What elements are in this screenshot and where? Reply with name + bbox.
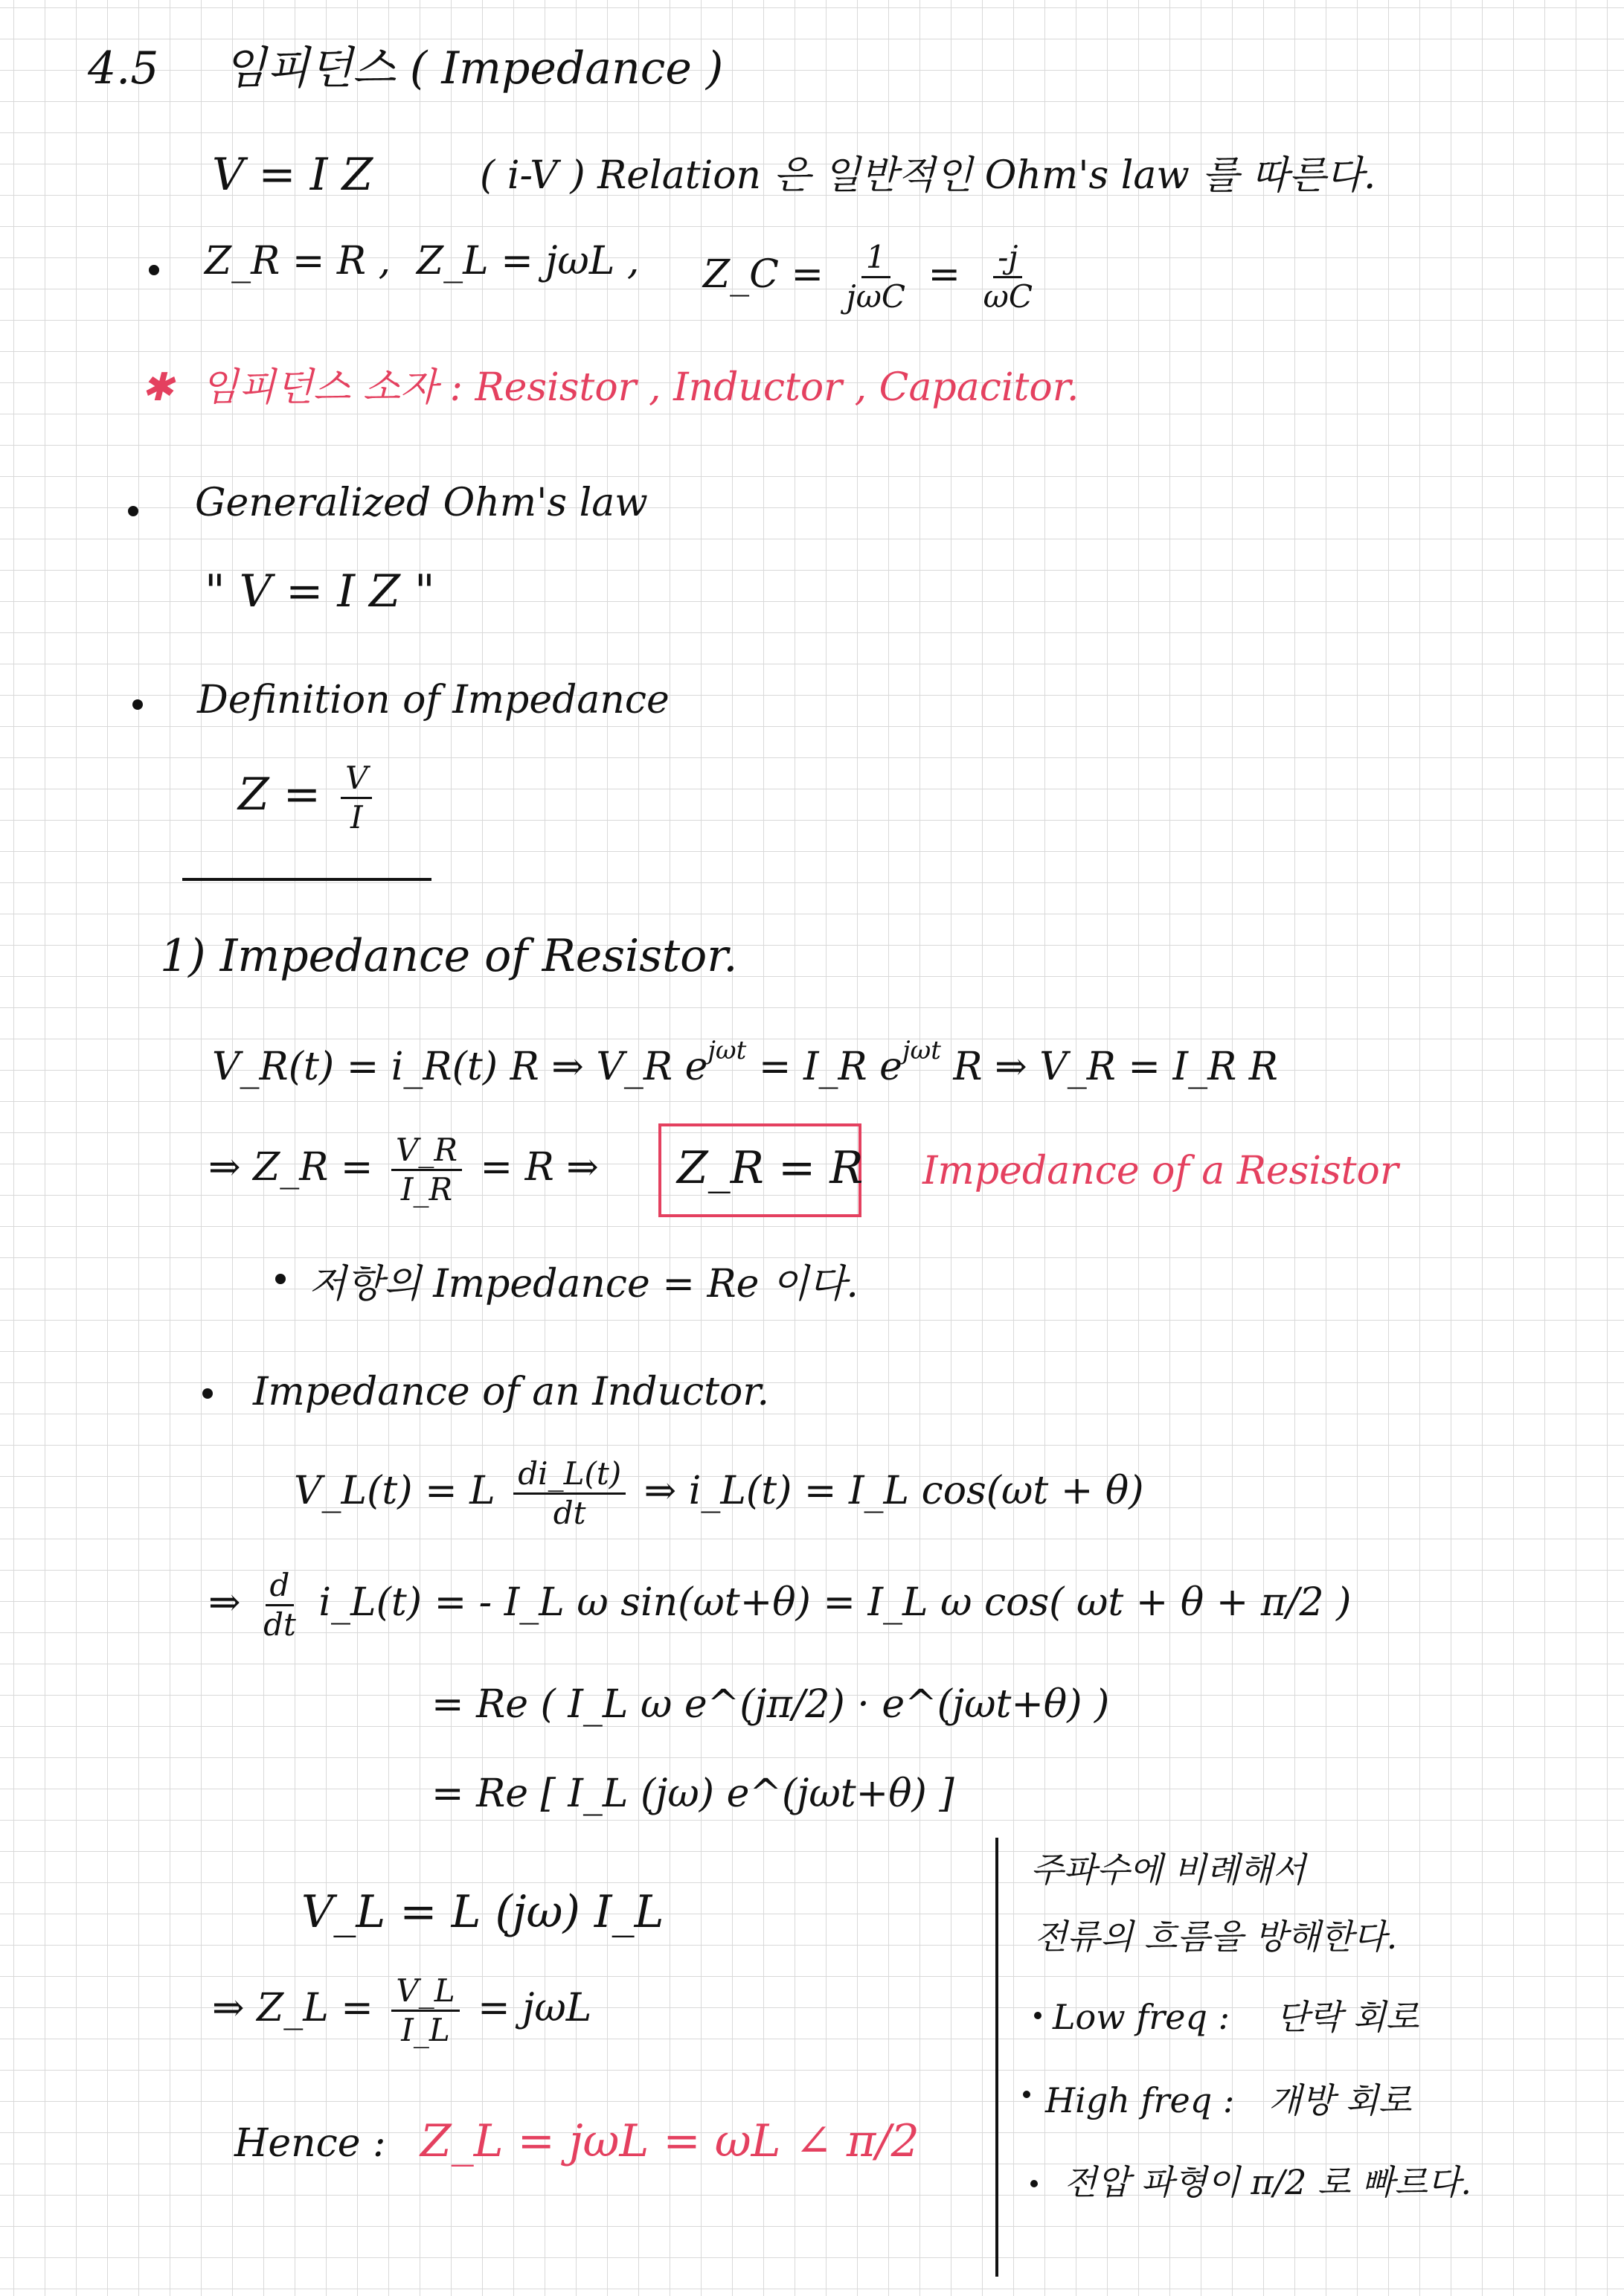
high-freq-label: High freq : bbox=[1045, 2080, 1235, 2120]
section-number: 4.5 bbox=[88, 42, 159, 94]
inductor-line-4: = Re [ I_L (jω) e^(jωt+θ) ] bbox=[431, 1771, 954, 1816]
zc-formula bbox=[703, 239, 1043, 315]
side-note-line-1: 주파수에 비례해서 bbox=[1030, 1850, 1306, 1890]
divider bbox=[182, 878, 431, 881]
bullet-dot bbox=[132, 699, 143, 710]
side-note-line-2: 전류의 흐름을 방해한다. bbox=[1034, 1917, 1398, 1957]
generalized-heading: Generalized Ohm's law bbox=[195, 481, 648, 525]
inductor-line-1 bbox=[294, 1455, 1144, 1531]
inductor-line-1a: V_L(t) = L bbox=[294, 1469, 495, 1513]
star-icon: ✱ bbox=[141, 365, 174, 410]
resistor-fraction bbox=[391, 1132, 462, 1208]
side-divider bbox=[995, 1838, 998, 2277]
definition-heading: Definition of Impedance bbox=[197, 678, 670, 722]
resistor-red-note: Impedance of a Resistor bbox=[922, 1149, 1399, 1193]
inductor-line-6b: = jωL bbox=[478, 1986, 592, 2030]
definition-lhs: Z = bbox=[238, 769, 321, 821]
inductor-line-5: V_L = L (jω) I_L bbox=[301, 1886, 664, 1938]
inductor-line-6a: ⇒ Z_L = bbox=[212, 1986, 373, 2030]
vi-relation-text: ( i-V ) Relation 은 일반적인 Ohm's law 를 따른다. bbox=[480, 153, 1376, 198]
zr-formula: Z_R = R , bbox=[205, 239, 391, 283]
resistor-line-2a: ⇒ Z_R = bbox=[208, 1145, 373, 1190]
inductor-der-den: dt bbox=[553, 1495, 586, 1531]
definition-num: V bbox=[341, 763, 372, 799]
inductor-d-dt bbox=[259, 1567, 301, 1643]
inductor-line-2 bbox=[208, 1567, 1352, 1643]
inductor-d: d bbox=[266, 1570, 295, 1606]
zc-equals: = bbox=[928, 252, 961, 297]
inductor-line-6 bbox=[212, 1972, 592, 2048]
boxed-zr: Z_R = R bbox=[677, 1142, 864, 1194]
side-note-line-3: 전압 파형이 π/2 로 빠르다. bbox=[1064, 2162, 1472, 2202]
inductor-heading: Impedance of an Inductor. bbox=[253, 1370, 770, 1414]
resistor-line-1a: V_R(t) = i_R(t) R ⇒ V_R e bbox=[212, 1045, 708, 1089]
zc-fraction-1 bbox=[842, 239, 910, 315]
bullet-dot bbox=[128, 506, 138, 516]
inductor-num: V_L bbox=[391, 1975, 459, 2012]
inductor-line-1b: ⇒ i_L(t) = I_L cos(ωt + θ) bbox=[643, 1469, 1144, 1513]
definition-fraction bbox=[341, 760, 372, 836]
high-freq-value: 개방 회로 bbox=[1268, 2080, 1412, 2120]
generalized-equation: " V = I Z " bbox=[205, 565, 435, 618]
definition-formula bbox=[238, 760, 378, 836]
inductor-fraction bbox=[391, 1972, 459, 2048]
zc2-den: ωC bbox=[983, 278, 1033, 315]
bullet-dot bbox=[1034, 2012, 1042, 2019]
resistor-den: I_R bbox=[400, 1171, 453, 1208]
inductor-derivative bbox=[513, 1455, 626, 1531]
zc-den: jωC bbox=[846, 278, 905, 315]
bullet-dot bbox=[202, 1388, 213, 1399]
resistor-num: V_R bbox=[391, 1135, 462, 1171]
resistor-line-1 bbox=[212, 1036, 1278, 1089]
resistor-line-2 bbox=[208, 1132, 599, 1208]
resistor-exp-2: jωt bbox=[902, 1036, 941, 1065]
bullet-dot bbox=[1023, 2091, 1030, 2098]
resistor-line-1b: = I_R e bbox=[746, 1045, 902, 1089]
inductor-line-2a: ⇒ bbox=[208, 1580, 241, 1625]
hence-result: Z_L = jωL = ωL ∠ π/2 bbox=[420, 2115, 919, 2167]
section-title: 임피던스 ( Impedance ) bbox=[223, 42, 724, 94]
zc-num: 1 bbox=[861, 242, 890, 278]
inductor-den: I_L bbox=[401, 2012, 450, 2048]
inductor-der-num: di_L(t) bbox=[513, 1458, 626, 1495]
resistor-heading: 1) Impedance of Resistor. bbox=[160, 930, 738, 982]
inductor-line-3: = Re ( I_L ω e^(jπ/2) · e^(jωt+θ) ) bbox=[431, 1682, 1110, 1727]
bullet-dot bbox=[1030, 2180, 1038, 2187]
low-freq-value: 단락 회로 bbox=[1276, 1997, 1419, 2037]
low-freq-label: Low freq : bbox=[1053, 1997, 1230, 2037]
zc-fraction-2 bbox=[979, 239, 1037, 315]
resistor-line-1c: R ⇒ V_R = I_R R bbox=[940, 1045, 1278, 1089]
resistor-line-2b: = R ⇒ bbox=[480, 1145, 599, 1190]
inductor-dt: dt bbox=[263, 1606, 296, 1643]
zl-formula: Z_L = jωL , bbox=[417, 239, 640, 283]
bullet-dot bbox=[149, 265, 159, 275]
vi-equation: V = I Z bbox=[212, 149, 373, 201]
zc2-num: -j bbox=[993, 242, 1022, 278]
inductor-line-2b: i_L(t) = - I_L ω sin(ωt+θ) = I_L ω cos( ωt + θ + π/2 ) bbox=[318, 1580, 1352, 1625]
resistor-exp-1: jωt bbox=[707, 1036, 747, 1065]
impedance-elements-note: 임피던스 소자 : Resistor , Inductor , Capacitor. bbox=[201, 365, 1079, 410]
hence-label: Hence : bbox=[234, 2121, 386, 2166]
bullet-dot bbox=[275, 1274, 286, 1284]
zc-lhs: Z_C = bbox=[703, 252, 824, 297]
definition-den: I bbox=[350, 799, 363, 836]
resistor-bullet: 저항의 Impedance = Re 이다. bbox=[309, 1262, 858, 1306]
